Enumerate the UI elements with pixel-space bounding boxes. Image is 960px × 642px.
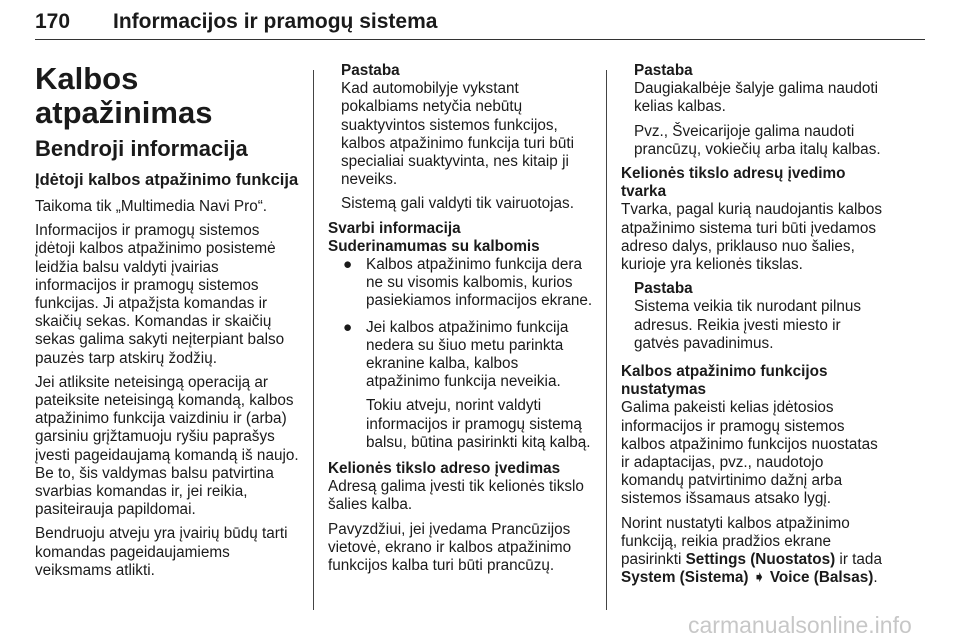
page-number: 170 <box>35 10 71 33</box>
paragraph: Galima pakeisti kelias įdėtosios informacijos ir pramogų sistemos kalbos atpažinimo funkcijos nuostatas ir adaptacijas, pvz., naudotojo komandų patvirtinimo dažnį arba sistemos išsamaus atsako lygį. <box>621 399 878 508</box>
note-text: Kad automobilyje vykstant pokalbiams netyčia nebūtų suaktyvintos sistemos funkcijos, kalbos atpažinimo funkcija turi būti specialiai suaktyvinta, nes kitaip ji neveiks. <box>341 80 574 189</box>
arrow-icon: ➧ <box>752 569 766 587</box>
watermark: carmanualsonline.info <box>688 612 912 638</box>
paragraph: Pavyzdžiui, jei įvedama Prancūzijos vietovė, ekrano ir kalbos atpažinimo funkcijos kalba turi būti prancūzų. <box>328 520 572 575</box>
menu-path-settings: Settings (Nuostatos) <box>685 551 836 569</box>
note-title: Pastaba <box>341 62 400 79</box>
note-text: Daugiakalbėje šalyje galima naudoti kelias kalbas. <box>634 80 879 116</box>
topic-heading: Kelionės tikslo adresų įvedimo tvarka <box>621 165 846 201</box>
topic-heading: Įdėtoji kalbos atpažinimo funkcija <box>35 171 299 189</box>
topic-heading: Svarbi informacija <box>328 219 461 237</box>
list-item <box>328 256 594 311</box>
menu-path-system: System (Sistema) <box>621 569 749 587</box>
bullet-icon: ● <box>343 256 353 274</box>
list-item-text: Jei kalbos atpažinimo funkcija nedera su šiuo metu parinkta ekranine kalba, kalbos atpažinimo funkcija neveikia. <box>366 318 569 391</box>
column-divider-2 <box>606 70 607 610</box>
paragraph: Bendruoju atveju yra įvairių būdų tarti komandas pageidaujamiems veiksmams atlikti. <box>35 525 288 579</box>
list-item-text: Kalbos atpažinimo funkcija dera ne su visomis kalbomis, kurios pasiekiamos informacijos ekrane. <box>366 256 593 310</box>
note-box <box>621 62 889 159</box>
column-3 <box>621 62 889 593</box>
list-item-text: Tokiu atveju, norint valdyti informacijos ir pramogų sistemą balsu, būtina pasirinkti kitą kalbą. <box>366 397 591 451</box>
text-run: . <box>873 569 878 587</box>
note-text: Pvz., Šveicarijoje galima naudoti prancūzų, vokiečių arba italų kalbas. <box>634 122 881 158</box>
paragraph: Taikoma tik „Multimedia Navi Pro“. <box>35 198 268 215</box>
topic-heading: Kelionės tikslo adreso įvedimas <box>328 460 561 478</box>
note-box <box>328 62 594 214</box>
column-1 <box>35 62 303 586</box>
topic-heading: Suderinamumas su kalbomis <box>328 237 540 255</box>
subsection-heading: Bendroji informacija <box>35 136 248 161</box>
text-run: Norint nustatyti kalbos atpažinimo funkciją, reikia pradžios ekrane pasirinkti <box>621 514 850 569</box>
note-box <box>621 280 889 353</box>
bullet-icon: ● <box>343 318 353 336</box>
paragraph: Tvarka, pagal kurią naudojantis kalbos atpažinimo sistema turi būti įvedamos adreso dalys, priklauso nuo šalies, kurioje yra kelionės tikslas. <box>621 201 883 274</box>
note-title: Pastaba <box>634 62 693 79</box>
section-heading: Kalbos atpažinimas <box>35 61 213 130</box>
bullet-list <box>328 256 594 452</box>
paragraph: Jei atliksite neteisingą operaciją ar pateiksite neteisingą komandą, kalbos atpažinimo funkcija vaizdiniu ir (arba) garsiniu grįžtamuoju ryšiu paprašys įvesti pageidaujamą komandą iš naujo. Be to, šis valdymas balsu patvirtina svarbias komandas ir, jei reikia, pasiteirauja papildomai. <box>35 373 299 519</box>
column-divider-1 <box>313 70 314 610</box>
page-header <box>35 6 925 38</box>
header-rule <box>35 39 925 40</box>
column-2 <box>328 62 594 581</box>
paragraph: Adresą galima įvesti tik kelionės tikslo šalies kalba. <box>328 478 584 514</box>
text-run: ir tada <box>835 551 882 569</box>
list-item <box>328 319 594 452</box>
running-title: Informacijos ir pramogų sistema <box>113 10 438 33</box>
note-text: Sistema veikia tik nurodant pilnus adresus. Reikia įvesti miesto ir gatvės pavadinimus. <box>634 298 862 352</box>
note-title: Pastaba <box>634 280 693 298</box>
note-text: Sistemą gali valdyti tik vairuotojas. <box>341 195 574 213</box>
paragraph <box>621 515 889 588</box>
menu-path-voice: Voice (Balsas) <box>769 569 874 587</box>
paragraph: Informacijos ir pramogų sistemos įdėtoji kalbos atpažinimo posistemė leidžia balsu valdyti įvairias informacijos ir pramogų sistemos funkcijas. Ji atpažįsta komandas ir skaičių sekas. Komandas ir skaičių sekas galima sakyti neįterpiant balso pauzės tarp atskirų žodžių. <box>35 222 285 367</box>
topic-heading: Kalbos atpažinimo funkcijos nustatymas <box>621 363 828 399</box>
